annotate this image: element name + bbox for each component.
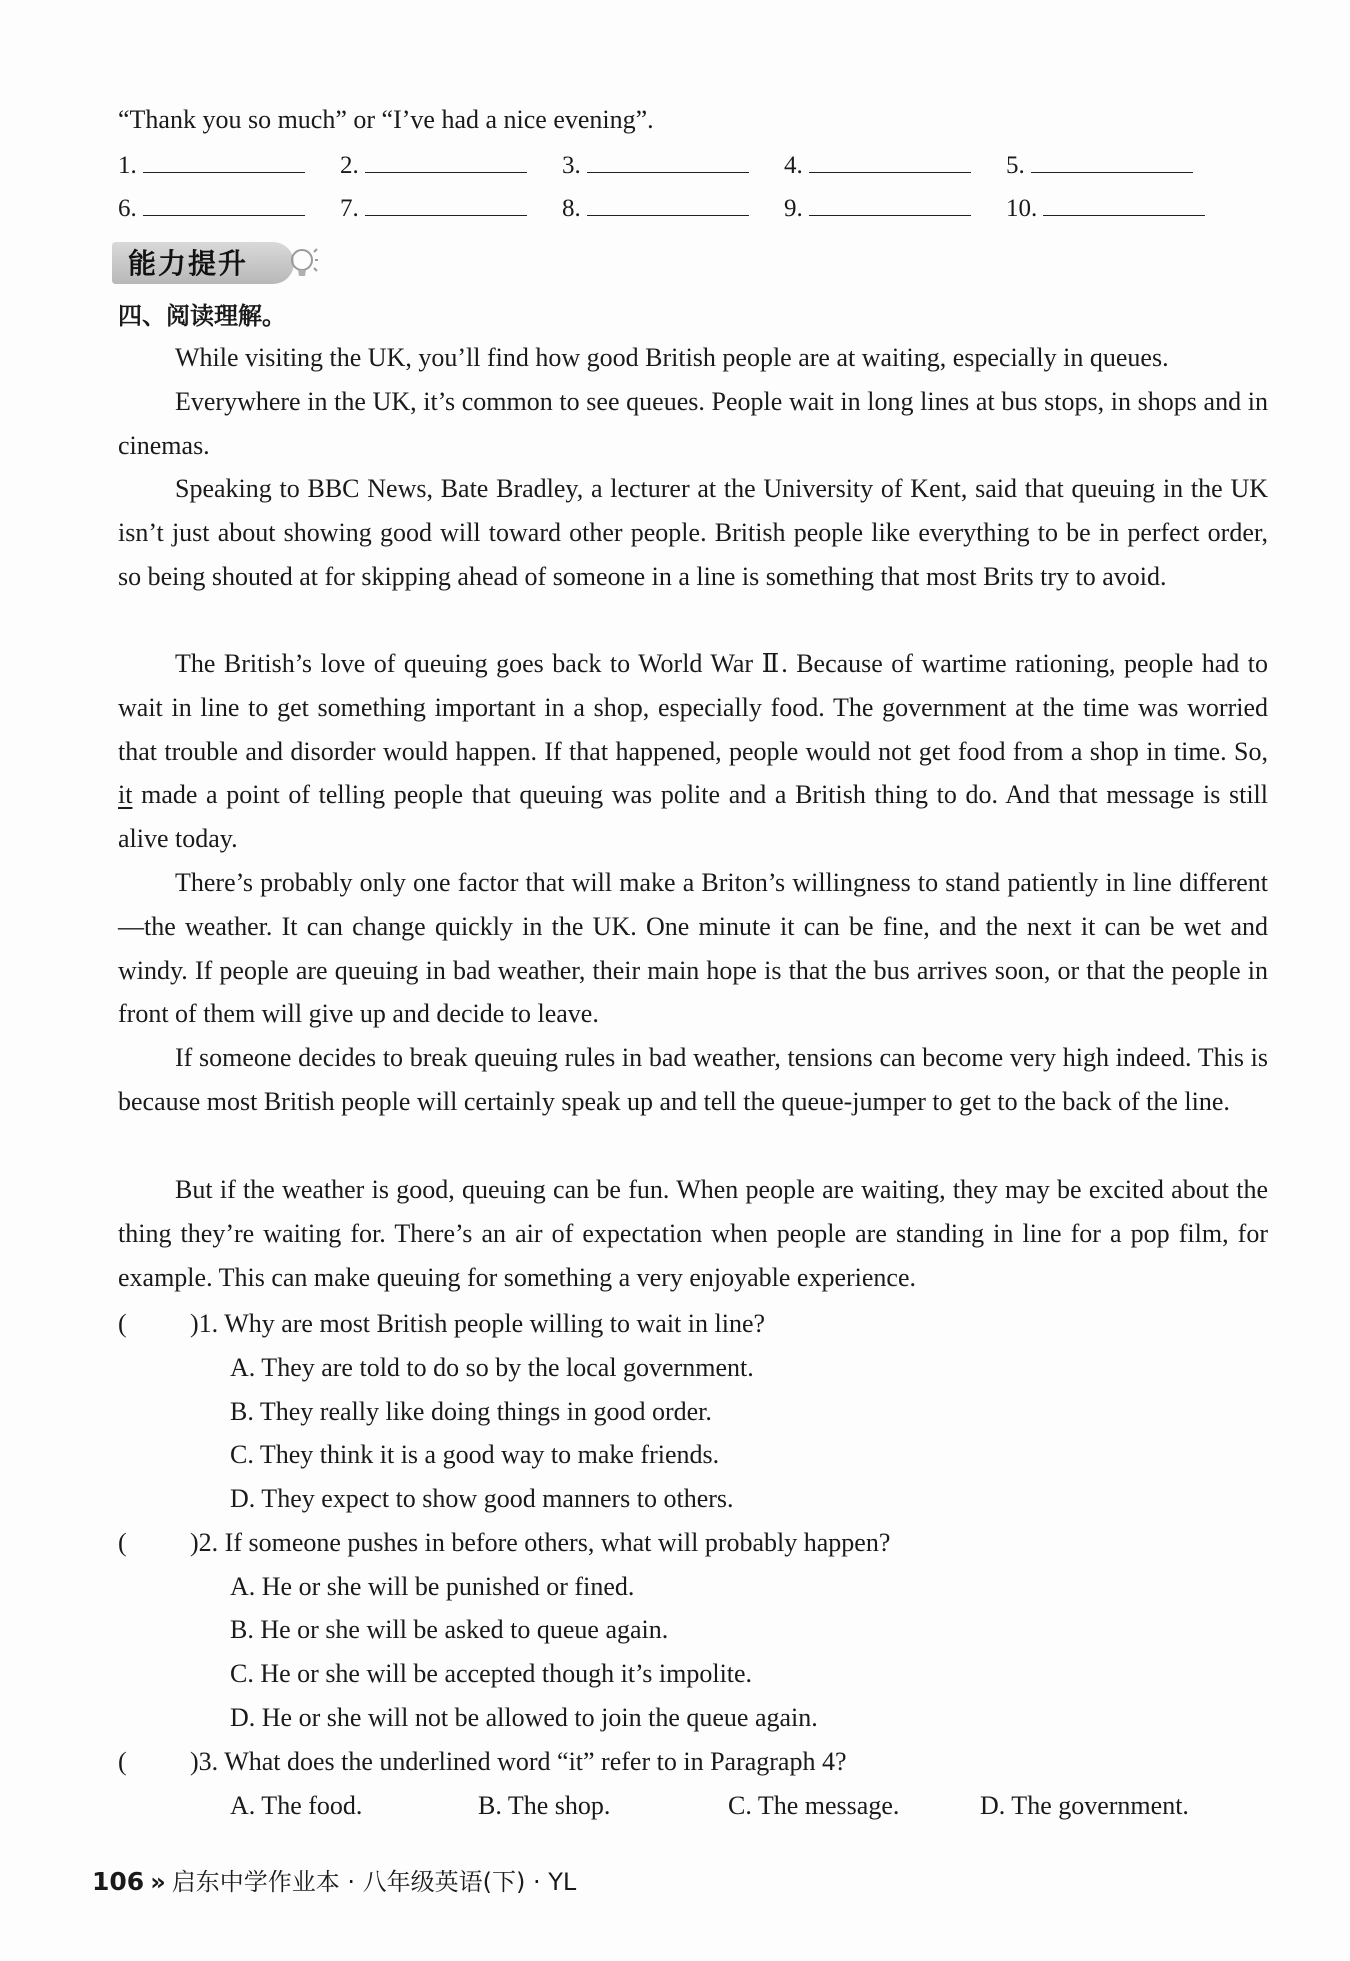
blank-line (587, 146, 749, 173)
question-2-option-b: B. He or she will be asked to queue again. (230, 1615, 669, 1644)
intro-line: “Thank you so much” or “I’ve had a nice evening”. (118, 105, 654, 134)
question-3-option-d: D. The government. (980, 1791, 1189, 1820)
answer-paren[interactable]: ( (118, 1528, 127, 1557)
blank-number: 10. (1006, 195, 1038, 222)
passage-paragraph-7: But if the weather is good, queuing can be fun. When people are waiting, they may be excited about the thing they’re waiting for. There’s an air of expectation when people are standing in line for a pop film, for example. This can make queuing for something a very enjoyable experience. (118, 1175, 1268, 1292)
blank-line (143, 189, 305, 216)
question-stem: )2. If someone pushes in before others, what will probably happen? (190, 1528, 891, 1557)
passage-paragraph-1: While visiting the UK, you’ll find how good British people are at waiting, especially in queues. (175, 343, 1169, 372)
blank-number: 2. (340, 152, 359, 179)
answer-blank-6[interactable] (118, 189, 305, 229)
blank-number: 7. (340, 195, 359, 222)
blank-number: 1. (118, 152, 137, 179)
question-2 (118, 1521, 890, 1565)
passage-paragraph-2: Everywhere in the UK, it’s common to see queues. People wait in long lines at bus stops, in shops and in cinemas. (118, 387, 1268, 460)
blank-line (1031, 146, 1193, 173)
section-title: 四、阅读理解。 (118, 302, 286, 330)
question-stem: )1. Why are most British people willing to wait in line? (190, 1309, 766, 1338)
blank-line (365, 189, 527, 216)
blank-line (1043, 189, 1205, 216)
question-1-option-b: B. They really like doing things in good order. (230, 1397, 712, 1426)
answer-blank-4[interactable] (784, 146, 971, 186)
question-stem: )3. What does the underlined word “it” refer to in Paragraph 4? (190, 1747, 847, 1776)
question-1 (118, 1302, 765, 1346)
blank-line (587, 189, 749, 216)
blank-line (365, 146, 527, 173)
question-2-option-d: D. He or she will not be allowed to join the queue again. (230, 1703, 818, 1732)
passage-paragraph-4 (118, 642, 1268, 861)
question-2-option-a: A. He or she will be punished or fined. (230, 1572, 635, 1601)
answer-paren[interactable]: ( (118, 1309, 127, 1338)
answer-blank-7[interactable] (340, 189, 527, 229)
answer-blank-3[interactable] (562, 146, 749, 186)
passage-paragraph-3: Speaking to BBC News, Bate Bradley, a lecturer at the University of Kent, said that queuing in the UK isn’t just about showing good will toward other people. British people like everything to be in perfect order, so being shouted at for skipping ahead of someone in a line is something that most Brits try to avoid. (118, 474, 1268, 591)
answer-blanks-row-2 (118, 189, 1238, 229)
answer-blank-2[interactable] (340, 146, 527, 186)
blank-line (809, 189, 971, 216)
answer-blanks-row-1 (118, 146, 1238, 186)
page-number: 106 (92, 1867, 145, 1896)
badge-label: 能力提升 (128, 247, 249, 280)
underlined-word-it: it (118, 780, 133, 810)
question-3-option-c: C. The message. (728, 1791, 900, 1820)
blank-number: 4. (784, 152, 803, 179)
page-footer (92, 1862, 576, 1902)
answer-blank-1[interactable] (118, 146, 305, 186)
question-1-option-c: C. They think it is a good way to make friends. (230, 1440, 720, 1469)
question-3 (118, 1740, 847, 1784)
question-2-option-c: C. He or she will be accepted though it’s impolite. (230, 1659, 753, 1688)
blank-number: 9. (784, 195, 803, 222)
lightbulb-icon (288, 246, 318, 282)
question-3-option-b: B. The shop. (478, 1791, 611, 1820)
question-3-option-a: A. The food. (230, 1791, 363, 1820)
question-1-option-d: D. They expect to show good manners to others. (230, 1484, 734, 1513)
answer-blank-9[interactable] (784, 189, 971, 229)
answer-blank-8[interactable] (562, 189, 749, 229)
answer-blank-10[interactable] (1006, 189, 1205, 229)
paragraph-4-text-a: The British’s love of queuing goes back to World War Ⅱ. Because of wartime rationing, people had to wait in line to get something important in a shop, especially food. The government at the time was worried that trouble and disorder would happen. If that happened, people would not get food from a shop in time. So, (118, 649, 1268, 766)
passage-paragraph-5: There’s probably only one factor that will make a Briton’s willingness to stand patiently in line different—the weather. It can change quickly in the UK. One minute it can be fine, and the next it can be wet and windy. If people are queuing in bad weather, their main hope is that the bus arrives soon, or that the people in front of them will give up and decide to leave. (118, 868, 1268, 1029)
blank-line (143, 146, 305, 173)
blank-number: 6. (118, 195, 137, 222)
book-title: 启东中学作业本 · 八年级英语(下) · YL (171, 1868, 577, 1896)
passage-paragraph-6: If someone decides to break queuing rules in bad weather, tensions can become very high indeed. This is because most British people will certainly speak up and tell the queue-jumper to get to the back of the line. (118, 1043, 1268, 1116)
blank-number: 3. (562, 152, 581, 179)
question-1-option-a: A. They are told to do so by the local government. (230, 1353, 754, 1382)
blank-number: 5. (1006, 152, 1025, 179)
answer-blank-5[interactable] (1006, 146, 1193, 186)
answer-paren[interactable]: ( (118, 1747, 127, 1776)
paragraph-4-text-b: made a point of telling people that queuing was polite and a British thing to do. And that message is still alive today. (118, 780, 1268, 854)
blank-line (809, 146, 971, 173)
double-chevron-icon: » (150, 1868, 166, 1896)
blank-number: 8. (562, 195, 581, 222)
section-badge (112, 238, 320, 288)
